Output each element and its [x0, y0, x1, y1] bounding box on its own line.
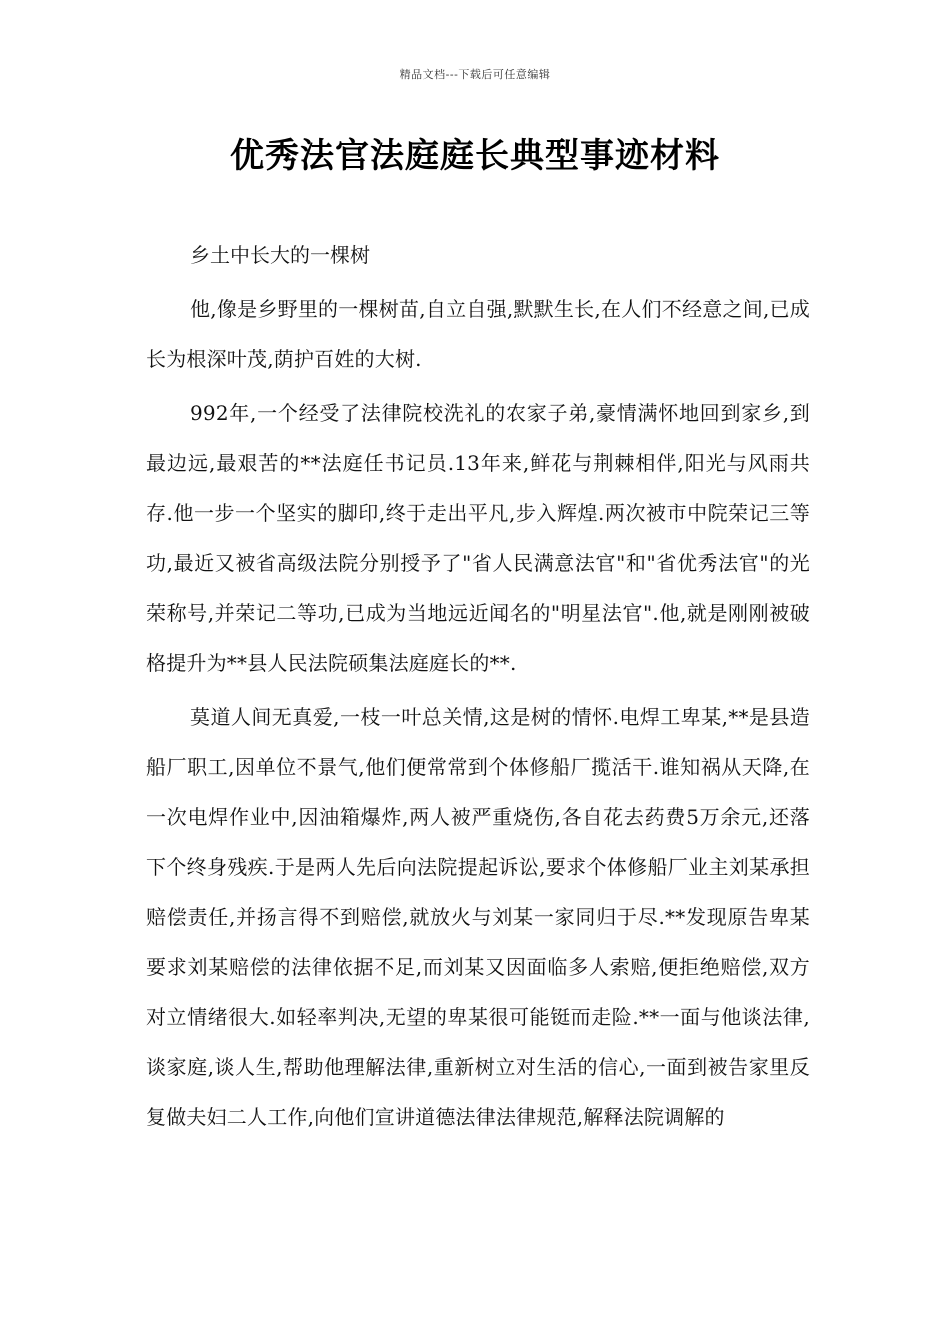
paragraph-2: 992年,一个经受了法律院校洗礼的农家子弟,豪情满怀地回到家乡,到最边远,最艰苦的**法庭任书记员.13年来,鲜花与荆棘相伴,阳光与风雨共存.他一步一个坚实的脚印,终于走出平凡,步入辉煌.两次被市中院荣记三等功,最近又被省高级法院分别授予了"省人民满意法官"和"省优秀法官"的光荣称号,并荣记二等功,已成为当地远近闻名的"明星法官".他,就是刚刚被破格提升为**县人民法院硕集法庭庭长的**.: [146, 401, 810, 675]
section-subheading: 乡土中长大的一棵树: [190, 243, 370, 267]
paragraph-1: 他,像是乡野里的一棵树苗,自立自强,默默生长,在人们不经意之间,已成长为根深叶茂,荫护百姓的大树.: [146, 297, 810, 371]
document-title: 优秀法官法庭庭长典型事迹材料: [230, 136, 720, 176]
document-body: [146, 230, 810, 1146]
header-note: 精品文档---下载后可任意编辑: [399, 68, 551, 81]
paragraph-3: 莫道人间无真爱,一枝一叶总关情,这是树的情怀.电焊工卑某,**是县造船厂职工,因单位不景气,他们便常常到个体修船厂揽活干.谁知祸从天降,在一次电焊作业中,因油箱爆炸,两人被严重烧伤,各自花去药费5万余元,还落下个终身残疾.于是两人先后向法院提起诉讼,要求个体修船厂业主刘某承担赔偿责任,并扬言得不到赔偿,就放火与刘某一家同归于尽.**发现原告卑某要求刘某赔偿的法律依据不足,而刘某又因面临多人索赔,便拒绝赔偿,双方对立情绪很大.如轻率判决,无望的卑某很可能铤而走险.**一面与他谈法律,谈家庭,谈人生,帮助他理解法律,重新树立对生活的信心,一面到被告家里反复做夫妇二人工作,向他们宣讲道德法律法律规范,解释法院调解的: [146, 705, 810, 1129]
